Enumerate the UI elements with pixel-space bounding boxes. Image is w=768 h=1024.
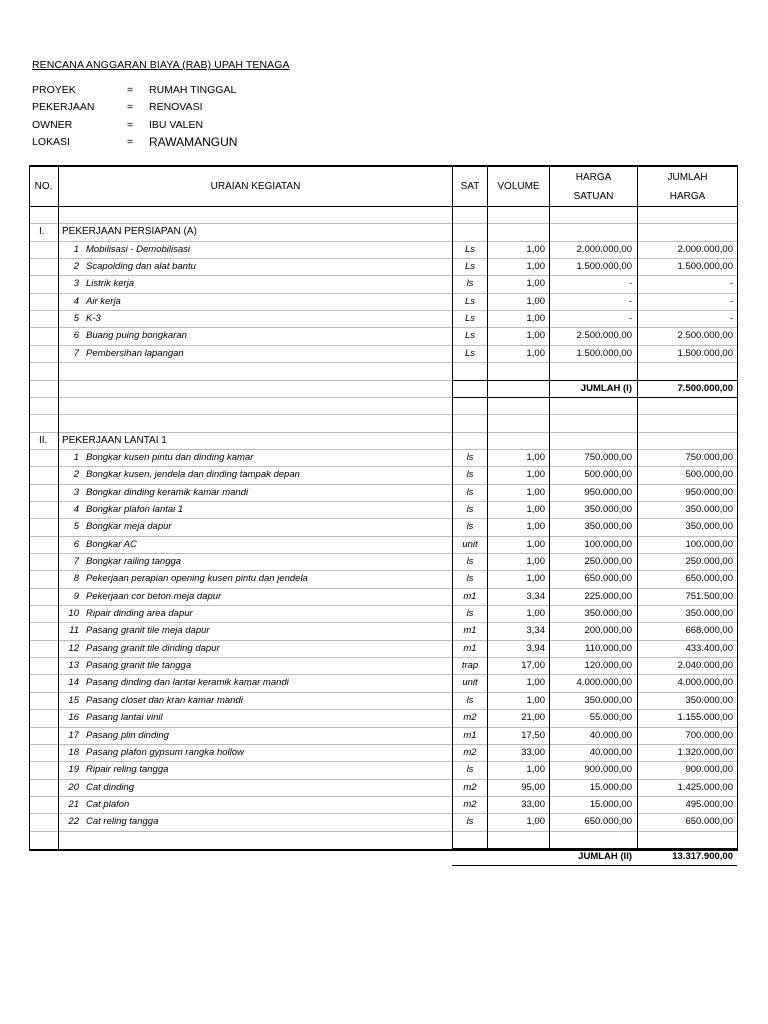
item-unit-price: 15.000,00 (589, 798, 632, 810)
item-volume: 1,00 (526, 538, 545, 550)
row-divider (29, 831, 737, 832)
item-volume: 1,00 (526, 764, 545, 776)
item-unit-price: 4.000.000,00 (576, 677, 632, 689)
item-unit: Ls (464, 313, 476, 325)
item-total: 1.500.000,00 (677, 261, 733, 273)
row-divider (29, 501, 737, 502)
item-description: K-3 (86, 313, 101, 325)
item-unit: unit (462, 677, 478, 689)
item-description: Mobilisasi - Demobilisasi (86, 243, 190, 255)
item-description: Scapolding dan alat bantu (86, 261, 196, 273)
col-header-uraian: URAIAN KEGIATAN (210, 181, 301, 192)
item-number: 5 (73, 313, 79, 325)
item-volume: 1,00 (526, 608, 545, 620)
meta-sep: = (127, 136, 134, 148)
row-divider (29, 518, 737, 519)
column-divider (452, 167, 453, 849)
item-unit: m1 (463, 642, 477, 654)
item-description: Pasang plafon gypsum rangka hollow (86, 746, 244, 758)
item-description: Pasang granit tile dinding dapur (86, 642, 220, 654)
item-volume: 1,00 (526, 521, 545, 533)
item-total: 495.000,00 (685, 798, 733, 810)
item-number: 21 (68, 798, 79, 810)
item-unit-price: 250.000,00 (584, 556, 632, 567)
item-total: 1.320.000,00 (677, 746, 733, 758)
meta-key: PROYEK (32, 84, 76, 96)
document-title: RENCANA ANGGARAN BIAYA (RAB) UPAH TENAGA (32, 59, 290, 71)
row-divider (29, 657, 737, 658)
col-header-jumlah-harga: HARGA (669, 191, 706, 202)
meta-value: RAWAMANGUN (149, 135, 238, 149)
item-volume: 1,00 (526, 347, 545, 359)
item-total: 750.000,00 (685, 451, 733, 463)
subtotal-top-rule (452, 848, 737, 849)
item-number: 2 (73, 469, 79, 481)
item-total: 1.500.000,00 (677, 347, 733, 359)
item-unit: ls (466, 451, 474, 463)
row-divider (29, 327, 737, 328)
row-divider (29, 588, 737, 589)
item-total: 2.040.000,00 (677, 660, 733, 672)
item-volume: 17,50 (521, 729, 545, 741)
item-unit-price: 40.000,00 (589, 746, 632, 758)
item-volume: 1,00 (526, 451, 545, 463)
item-number: 7 (73, 347, 79, 359)
item-volume: 33,00 (521, 798, 545, 810)
item-unit-price: 500.000,00 (584, 469, 632, 481)
item-number: 11 (69, 625, 79, 637)
item-number: 22 (68, 816, 79, 828)
meta-value: IBU VALEN (149, 119, 204, 131)
item-description: Ripair dinding area dapur (86, 608, 193, 620)
item-number: 14 (68, 677, 79, 689)
item-total: - (729, 295, 733, 307)
item-total: 1.425.000,00 (677, 781, 733, 793)
item-total: 700.000,00 (685, 729, 733, 741)
item-volume: 33,00 (521, 746, 545, 758)
item-description: Pasang dinding dan lantai keramik kamar mandi (86, 677, 289, 689)
subtotal-bottom-rule (452, 865, 737, 866)
subtotal-value: 13.317.900,00 (672, 850, 733, 862)
subtotal-top-rule (452, 380, 737, 381)
item-description: Pasang granit tile tangga (86, 660, 192, 672)
item-number: 1 (73, 243, 79, 255)
item-unit: Ls (464, 347, 476, 359)
rab-table (29, 165, 738, 862)
row-divider (29, 466, 737, 467)
item-number: 2 (73, 261, 79, 273)
row-divider (29, 692, 737, 693)
item-description: Pasang closet dan kran kamar mandi (86, 694, 243, 706)
item-number: 4 (73, 295, 79, 307)
row-divider (29, 674, 737, 675)
item-number: 20 (68, 781, 79, 793)
item-unit: trap (461, 660, 479, 672)
item-description: Bongkar AC (86, 538, 137, 550)
item-unit: m2 (463, 781, 477, 793)
item-unit-price: 750.000,00 (584, 451, 632, 463)
col-header-volume: VOLUME (497, 181, 540, 192)
item-number: 1 (73, 451, 79, 463)
col-header-sat: SAT (460, 181, 480, 192)
item-total: 900.000,00 (685, 764, 733, 776)
item-unit-price: 350.000,00 (584, 694, 632, 706)
item-total: 350.000,00 (685, 503, 733, 515)
col-header-jumlah: JUMLAH (667, 172, 708, 183)
item-description: Pasang granit tile meja dapur (86, 625, 210, 637)
row-divider (29, 275, 737, 276)
item-unit: Ls (464, 295, 476, 307)
row-divider (29, 258, 737, 259)
subtotal-label: JUMLAH (I) (580, 382, 632, 394)
item-total: - (729, 313, 733, 325)
item-unit: unit (462, 538, 478, 550)
item-unit: ls (466, 573, 474, 585)
item-volume: 1,00 (526, 556, 545, 567)
item-unit-price: - (628, 278, 632, 290)
column-divider (637, 167, 638, 849)
item-description: Pasang plin dinding (86, 729, 169, 741)
item-number: 10 (68, 608, 79, 620)
row-divider (29, 345, 737, 346)
item-unit: ls (466, 503, 474, 515)
item-description: Cat dinding (86, 781, 135, 793)
section-number: II. (39, 434, 48, 446)
item-unit-price: 1.500.000,00 (576, 347, 632, 359)
subtotal-value: 7.500.000,00 (677, 382, 733, 394)
item-unit: ls (466, 469, 474, 481)
item-description: Bongkar plafon lantai 1 (86, 503, 184, 515)
row-divider (29, 293, 737, 294)
col-header-harga: HARGA (575, 172, 612, 183)
item-total: 650.000,00 (685, 816, 733, 828)
item-description: Bongkar dinding keramik kamar mandi (86, 486, 249, 498)
row-divider (29, 796, 737, 797)
item-unit-price: 350.000,00 (584, 503, 632, 515)
meta-value: RENOVASI (149, 101, 203, 113)
item-volume: 1,00 (526, 278, 545, 290)
item-unit-price: 950.000,00 (584, 486, 632, 498)
item-total: 668.000,00 (685, 625, 733, 637)
row-divider (29, 241, 737, 242)
item-number: 3 (73, 278, 79, 290)
item-description: Pekerjaan perapian opening kusen pintu dan jendela (86, 573, 308, 585)
item-description: Cat reling tangga (86, 816, 159, 828)
item-description: Bongkar railing tangga (86, 556, 182, 567)
meta-sep: = (127, 84, 134, 96)
item-volume: 1,00 (526, 261, 545, 273)
item-unit: ls (466, 556, 474, 567)
row-divider (29, 779, 737, 780)
subtotal-label: JUMLAH (II) (578, 850, 632, 862)
item-unit-price: 200.000,00 (584, 625, 632, 637)
section-title: PEKERJAAN LANTAI 1 (62, 434, 167, 446)
column-divider (487, 167, 488, 849)
row-divider (29, 553, 737, 554)
item-volume: 17,00 (521, 660, 545, 672)
item-number: 6 (73, 330, 79, 342)
item-total: 950.000,00 (685, 486, 733, 498)
column-divider (549, 167, 550, 849)
item-description: Pekerjaan cor beton meja dapur (86, 590, 222, 602)
section-number: I. (39, 226, 45, 238)
item-unit-price: 1.500.000,00 (576, 261, 632, 273)
item-number: 19 (68, 764, 79, 776)
subtotal-bottom-rule (452, 397, 737, 398)
row-divider (29, 640, 737, 641)
item-unit-price: 900.000,00 (584, 764, 632, 776)
row-divider (29, 570, 737, 571)
item-unit-price: 2.000.000,00 (576, 243, 632, 255)
item-number: 12 (68, 642, 79, 654)
item-unit-price: 40.000,00 (589, 729, 632, 741)
item-description: Air kerja (86, 295, 121, 307)
item-unit: m2 (463, 798, 477, 810)
item-total: 350.000,00 (685, 608, 733, 620)
item-volume: 1,00 (526, 503, 545, 515)
item-description: Pembersihan lapangan (86, 347, 184, 359)
item-total: 350.000,00 (685, 521, 733, 533)
row-divider (29, 362, 737, 363)
item-volume: 95,00 (521, 781, 545, 793)
item-volume: 1,00 (526, 295, 545, 307)
item-description: Bongkar kusen, jendela dan dinding tampak depan (86, 469, 300, 481)
row-divider (29, 414, 737, 415)
item-total: 4.000.000,00 (677, 677, 733, 689)
item-total: 500.000,00 (685, 469, 733, 481)
meta-key: OWNER (32, 119, 73, 131)
item-volume: 1,00 (526, 694, 545, 706)
item-volume: 3,34 (526, 590, 545, 602)
item-description: Bongkar kusen pintu dan dinding kamar (86, 451, 254, 463)
item-volume: 1,00 (526, 469, 545, 481)
item-volume: 21,00 (521, 712, 545, 724)
meta-sep: = (127, 119, 134, 131)
item-description: Bongkar meja dapur (86, 521, 172, 533)
row-divider (29, 432, 737, 433)
item-number: 13 (68, 660, 79, 672)
item-unit-price: 650.000,00 (584, 816, 632, 828)
item-number: 6 (73, 538, 79, 550)
item-total: 751.500,00 (685, 590, 733, 602)
item-description: Buang puing bongkaran (86, 330, 187, 342)
item-number: 18 (68, 746, 79, 758)
item-number: 7 (73, 556, 79, 567)
item-unit-price: - (628, 295, 632, 307)
item-number: 8 (73, 573, 79, 585)
item-number: 17 (68, 729, 79, 741)
item-unit: ls (466, 521, 474, 533)
column-divider (29, 167, 30, 849)
item-unit: ls (466, 486, 474, 498)
item-volume: 1,00 (526, 573, 545, 585)
header-divider (29, 206, 737, 207)
item-unit: Ls (464, 243, 476, 255)
row-divider (29, 622, 737, 623)
col-header-satuan: SATUAN (573, 191, 614, 202)
item-description: Cat plafon (86, 798, 130, 810)
item-unit-price: 120.000,00 (584, 660, 632, 672)
row-divider (29, 223, 737, 224)
col-header-no: NO. (34, 181, 53, 192)
item-unit-price: 110.000,00 (585, 642, 632, 654)
row-divider (29, 605, 737, 606)
column-divider (737, 167, 738, 849)
item-number: 15 (68, 694, 79, 706)
item-number: 16 (68, 712, 79, 724)
meta-key: PEKERJAAN (32, 101, 95, 113)
item-total: 2.500.000,00 (677, 330, 733, 342)
item-volume: 1,00 (526, 486, 545, 498)
item-total: - (729, 278, 733, 290)
item-total: 100.000,00 (685, 538, 733, 550)
item-total: 250.000,00 (685, 556, 733, 567)
item-unit-price: 225.000,00 (584, 590, 632, 602)
row-divider (29, 761, 737, 762)
section-title: PEKERJAAN PERSIAPAN (A) (62, 226, 197, 238)
item-unit: ls (466, 694, 474, 706)
item-unit: ls (466, 764, 474, 776)
item-volume: 1,00 (526, 816, 545, 828)
meta-value: RUMAH TINGGAL (149, 84, 237, 96)
item-number: 4 (73, 503, 79, 515)
item-volume: 3,34 (526, 625, 545, 637)
item-total: 2.000.000,00 (677, 243, 733, 255)
item-total: 650.000,00 (685, 573, 733, 585)
item-unit: ls (466, 816, 474, 828)
row-divider (29, 709, 737, 710)
item-unit: m2 (463, 746, 477, 758)
item-number: 3 (73, 486, 79, 498)
item-unit: m2 (463, 712, 477, 724)
row-divider (29, 484, 737, 485)
item-unit-price: 350.000,00 (584, 521, 632, 533)
row-divider (29, 310, 737, 311)
item-volume: 1,00 (526, 330, 545, 342)
item-unit-price: 55.000,00 (589, 712, 632, 724)
row-divider (29, 449, 737, 450)
row-divider (29, 744, 737, 745)
item-unit: m1 (463, 625, 477, 637)
row-divider (29, 727, 737, 728)
item-unit-price: 650.000,00 (584, 573, 632, 585)
row-divider (29, 536, 737, 537)
item-unit-price: - (628, 313, 632, 325)
item-unit-price: 2.500.000,00 (576, 330, 632, 342)
item-number: 5 (73, 521, 79, 533)
item-volume: 1,00 (526, 313, 545, 325)
item-unit: ls (466, 278, 474, 290)
item-unit: Ls (464, 330, 476, 342)
item-volume: 1,00 (526, 243, 545, 255)
row-divider (29, 813, 737, 814)
item-description: Pasang lantai vinil (86, 712, 163, 724)
item-description: Listrik kerja (86, 278, 135, 290)
item-unit-price: 100.000,00 (584, 538, 632, 550)
item-unit: m1 (463, 590, 477, 602)
item-unit-price: 15.000,00 (589, 781, 632, 793)
meta-sep: = (127, 101, 134, 113)
item-unit: Ls (464, 261, 476, 273)
item-volume: 1,00 (526, 677, 545, 689)
meta-key: LOKASI (32, 136, 70, 148)
item-unit: ls (466, 608, 474, 620)
item-total: 1.155.000,00 (677, 712, 733, 724)
item-total: 433.400,00 (685, 642, 733, 654)
item-number: 9 (73, 590, 79, 602)
item-unit: m1 (463, 729, 477, 741)
item-description: Ripair reling tangga (86, 764, 169, 776)
column-divider (58, 167, 59, 849)
item-total: 350.000,00 (685, 694, 733, 706)
item-volume: 3,94 (526, 642, 545, 654)
item-unit-price: 350.000,00 (584, 608, 632, 620)
